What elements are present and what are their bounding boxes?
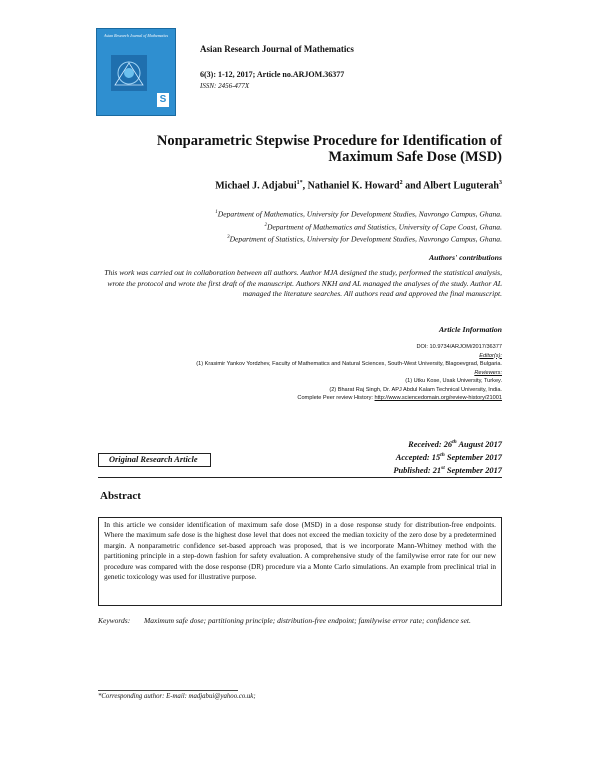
article-info-heading: Article Information: [438, 325, 502, 334]
journal-name: Asian Research Journal of Mathematics: [200, 44, 354, 54]
volume-info: 6(3): 1-12, 2017; Article no.ARJOM.36377: [200, 70, 345, 79]
author-list: [215, 180, 502, 191]
section-divider: [98, 477, 502, 478]
review-history-link[interactable]: http://www.sciencedomain.org/review-history/21001: [374, 395, 502, 401]
author-1-sup: 1*: [296, 180, 303, 186]
publisher-logo-icon: S: [157, 93, 169, 107]
abstract-box: In this article we consider identification of maximum safe dose (MSD) in a dose response study for distribution-free endpoints. Where the maximum safe dose is the highest dose level that does not exceed the median toxicity of the zero dose by a predetermined margin. A nonparametric confidence set-based approach was proposed, that is we incorporate Mann-Whitney method with the partitioning principle in a step-down fashion for safety evaluation. A comprehensive study of the familywise error rate for our new procedure was compared with the dose response (DR) procedure via a Monte Carlo simulations. An example from preclinical trial in genetic toxicology was used for illustrative purpose.: [98, 517, 502, 606]
author-3: and Albert Luguterah: [402, 180, 499, 192]
affiliations: [215, 207, 502, 245]
keywords-label: Keywords:: [98, 616, 131, 625]
abstract-heading: Abstract: [100, 490, 141, 502]
cover-art: [111, 55, 147, 91]
title-line-2: Maximum Safe Dose (MSD): [328, 149, 502, 165]
author-1: Michael J. Adjabui: [215, 180, 297, 192]
review-history: Complete Peer review History: http://www.sciencedomain.org/review-history/21001: [297, 395, 502, 401]
article-info: [196, 343, 502, 403]
reviewer-1: (1) Utku Kose, Usak University, Turkey.: [405, 378, 502, 384]
doi: DOI: 10.9734/ARJOM/2017/36377: [416, 344, 502, 350]
issn: ISSN: 2456-477X: [200, 82, 250, 90]
received-date: Received: 26th August 2017: [408, 439, 502, 449]
editor-1: (1) Krasimir Yankov Yordzhev, Faculty of Mathematics and Natural Sciences, South-West University, Blagoevgrad, Bulgaria.: [196, 361, 502, 367]
article-dates: [393, 437, 502, 475]
article-type-badge: Original Research Article: [98, 453, 211, 467]
affiliation-2: $^2$Department of Mathematics and Statistics, University of Cape Coast, Ghana.: [264, 222, 502, 232]
corresponding-author-footnote: *Corresponding author: E-mail: madjabui@yahoo.co.uk;: [98, 693, 256, 700]
published-date: Published: 21st September 2017: [393, 464, 502, 475]
paper-title: [102, 133, 502, 165]
contributions-text: This work was carried out in collaboration between all authors. Author MJA designed the study, performed the statistical analysis, wrote the protocol and wrote the first draft of the manuscript. Authors NKH and AL managed the analyses of the study. Author AL managed the literature searches. All authors read and approved the final manuscript.: [104, 268, 502, 298]
affiliation-1: $^1$Department of Mathematics, University for Development Studies, Navrongo Campus, Ghana.: [215, 209, 502, 219]
journal-cover: [96, 28, 176, 116]
editors-label: Editor(s):: [479, 352, 502, 359]
keywords-text: Maximum safe dose; partitioning principle; distribution-free endpoint; familywise error rate; confidence set.: [144, 616, 471, 625]
footnote-divider: [98, 690, 238, 691]
title-line-1: Nonparametric Stepwise Procedure for Identification of: [156, 133, 502, 149]
author-2: , Nathaniel K. Howard: [302, 180, 400, 192]
author-3-sup: 3: [499, 180, 502, 186]
contributions-heading: Authors' contributions: [428, 253, 502, 262]
accepted-date: Accepted: 15th September 2017: [395, 451, 502, 462]
reviewer-2: (2) Bharat Raj Singh, Dr. APJ Abdul Kalam Technical University, India.: [329, 386, 502, 393]
affiliation-3: $^3$Department of Statistics, University for Development Studies, Navrongo Campus, Ghana.: [227, 234, 502, 244]
author-2-sup: 2: [399, 180, 403, 186]
reviewers-label: Reviewers:: [474, 369, 502, 376]
cover-title: Asian Research Journal of Mathematics: [103, 33, 169, 38]
